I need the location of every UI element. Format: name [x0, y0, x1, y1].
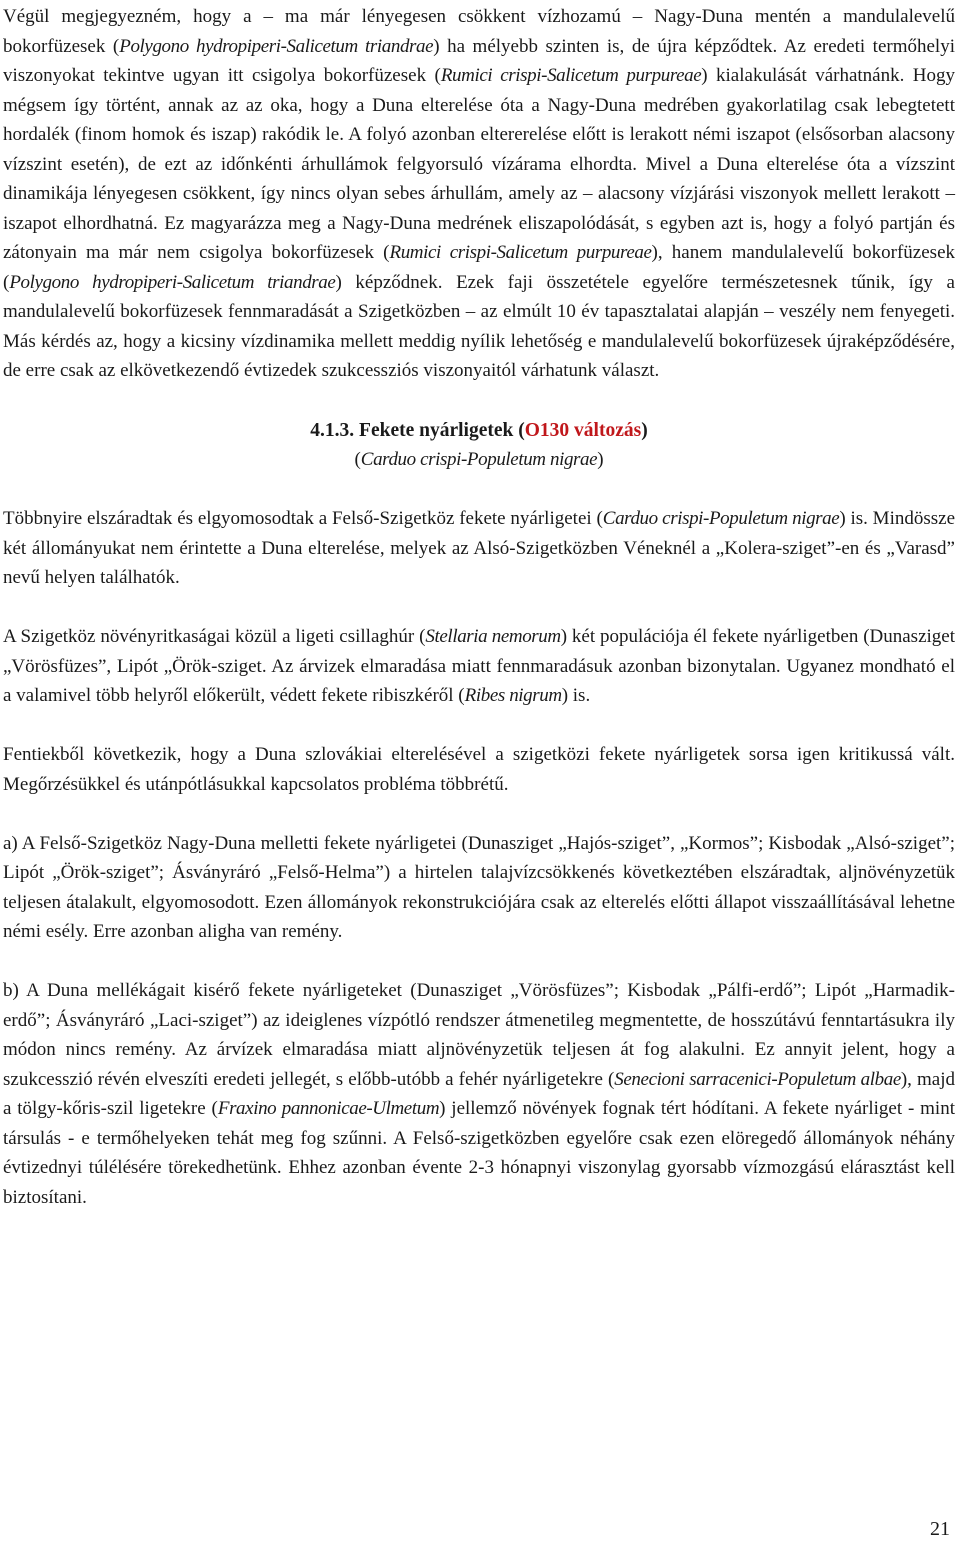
latin-name: Fraxino pannonicae-Ulmetum [217, 1098, 440, 1119]
latin-name: Carduo crispi-Populetum nigrae [360, 449, 598, 470]
text-run: ) is. Mindössze két állományukat nem érintette a Duna elterelése, melyek az Alsó-Szigetközben Véneknél a „Kolera-sziget”-en és „Varasd” nevű helyen találhatók. [3, 508, 955, 588]
text-run: ) jellemző növények fognak tért hódítani. A fekete nyárliget - mint társulás - e termőhelyeken tehát meg fog szűnni. A Felső-szigetközben egyelőre csak ezen elöregedő állományok néhány évtizednyi túlélésére törekedhetünk. Ehhez azonban évente 2-3 hónapnyi viszonylag gyorsabb vízmozgású elárasztást kell biztosítani. [3, 1098, 955, 1208]
section-code: O130 változás [524, 419, 642, 441]
text-run: ) két populációja él fekete nyárligetben (Dunasziget „Vörösfüzes”, Lipót „Örök-sziget. Az árvizek elmaradása miatt fennmaradásuk azonban bizonytalan. Ugyanez mondható el a valamivel több helyről előkerült, védett fekete ribiszkéről ( [3, 626, 955, 706]
section-title: Fekete nyárligetek ( [359, 419, 525, 441]
text-run: Végül megjegyezném, hogy a – ma már lényegesen csökkent vízhozamú – Nagy-Duna mentén a mandulalevelű bokorfüzesek ( [3, 6, 955, 57]
latin-name: Ribes nigrum [464, 685, 562, 706]
paragraph-willow-scrub [3, 2, 955, 386]
paragraph-poplar-drying [3, 504, 955, 593]
paren-close: ) [597, 449, 604, 470]
text-run: A Szigetköz növényritkaságai közül a ligeti csillaghúr ( [3, 626, 426, 647]
paragraph-rare-plants [3, 622, 955, 711]
text-run: b) A Duna mellékágait kisérő fekete nyárligeteket (Dunasziget „Vörösfüzes”; Kisbodak „Pálfi-erdő”; Lipót „Harmadik-erdő”; Ásványráró „Laci-sziget”) az ideiglenes vízpótló rendszer átmenetileg megmentette, de hosszútávú fenntartásukra ily módon nincs remény. Az árvízek elmaradása miatt aljnövényzetük teljesen át fog alakulni. Ez annyit jelent, hogy a szukcesszió révén elveszíti eredeti jellegét, s előbb-utóbb a fehér nyárligetekre ( [3, 980, 955, 1090]
section-heading [3, 416, 955, 446]
latin-name: Polygono hydropiperi-Salicetum triandrae [9, 271, 336, 293]
text-run: ) kialakulását várhatnánk. Hogy mégsem így történt, annak az az oka, hogy a Duna elterelése óta a Nagy-Duna medrében gyakorlatilag csak lebegtetett hordalék (finom homok és iszap) rakódik le. A folyó azonban eltererelése előtt is lerakott némi iszapot (elsősorban alacsony vízszint esetén), de ezt az időnkénti árhullámok felgyorsuló vízárama elhordta. Mivel a Duna elterelése óta a vízszint dinamikája lényegesen csökkent, így nincs olyan sebes árhullám, amely az – alacsony vízjárási viszonyok mellett lerakott – iszapot elhordhatná. Ez magyarázza meg a Nagy-Duna medrének eliszapolódását, s egyben azt is, hogy a folyó partján és zátonyain ma már nem csigolya bokorfüzesek ( [3, 65, 955, 263]
section-number: 4.1.3. [310, 419, 360, 441]
text-run: ) ha mélyebb szinten is, de újra képződtek. Az eredeti termőhelyi viszonyokat tekintve ugyan itt csigolya bokorfüzesek ( [3, 35, 955, 86]
text-run: Többnyire elszáradtak és elgyomosodtak a Felső-Szigetköz fekete nyárligetei ( [3, 508, 603, 529]
latin-name: Carduo crispi-Populetum nigrae [602, 508, 840, 529]
text-run: ) képződnek. Ezek faji összetétele egyelőre természetesnek tűnik, így a mandulalevelű bokorfüzesek fennmaradását a Szigetközben – az elmúlt 10 év tapasztalatai alapján – veszély nem fenyegeti. Más kérdés az, hogy a kicsiny vízdinamika mellett meddig nyílik lehetőség e mandulalevelű bokorfüzesek újraképződésére, de erre csak az elkövetkezendő évtizedek szukcessziós viszonyaitól várhatunk választ. [3, 271, 955, 381]
paren-open: ( [354, 449, 361, 470]
text-run: ), hanem mandulalevelű bokorfüzesek ( [3, 242, 956, 293]
latin-name: Senecioni sarracenici-Populetum albae [614, 1068, 901, 1090]
paragraph-item-a: a) A Felső-Szigetköz Nagy-Duna melletti fekete nyárligetei (Dunasziget „Hajós-sziget”, „Kormos”; Kisbodak „Alsó-sziget”; Lipót „Örök-sziget”; Ásványráró „Felső-Helma”) a hirtelen talajvízcsökkenés következtében elszáradtak, aljnövényzetük teljesen átalakult, elgyomosodott. Ezen állományok rekonstrukciójára csak az elterelés előtti állapot visszaállításával lehetne némi esély. Erre azonban aligha van remény. [3, 832, 955, 942]
page-number: 21 [930, 1518, 950, 1540]
paragraph-consequences: Fentiekből következik, hogy a Duna szlovákiai elterelésével a szigetközi fekete nyárligetek sorsa igen kritikussá vált. Megőrzésükkel és utánpótlásukkal kapcsolatos probléma többrétű. [3, 744, 955, 795]
latin-name: Rumici crispi-Salicetum purpureae [389, 242, 652, 263]
section-subheading [3, 445, 955, 475]
latin-name: Polygono hydropiperi-Salicetum triandrae [119, 35, 434, 57]
latin-name: Rumici crispi-Salicetum purpureae [440, 65, 702, 86]
text-run: ), majd a tölgy-kőris-szil ligetekre ( [3, 1068, 955, 1119]
latin-name: Stellaria nemorum [425, 626, 561, 647]
paragraph-item-b [3, 976, 955, 1212]
section-title-close: ) [641, 419, 648, 441]
text-run: ) is. [561, 685, 591, 706]
document-page [3, 0, 955, 1212]
